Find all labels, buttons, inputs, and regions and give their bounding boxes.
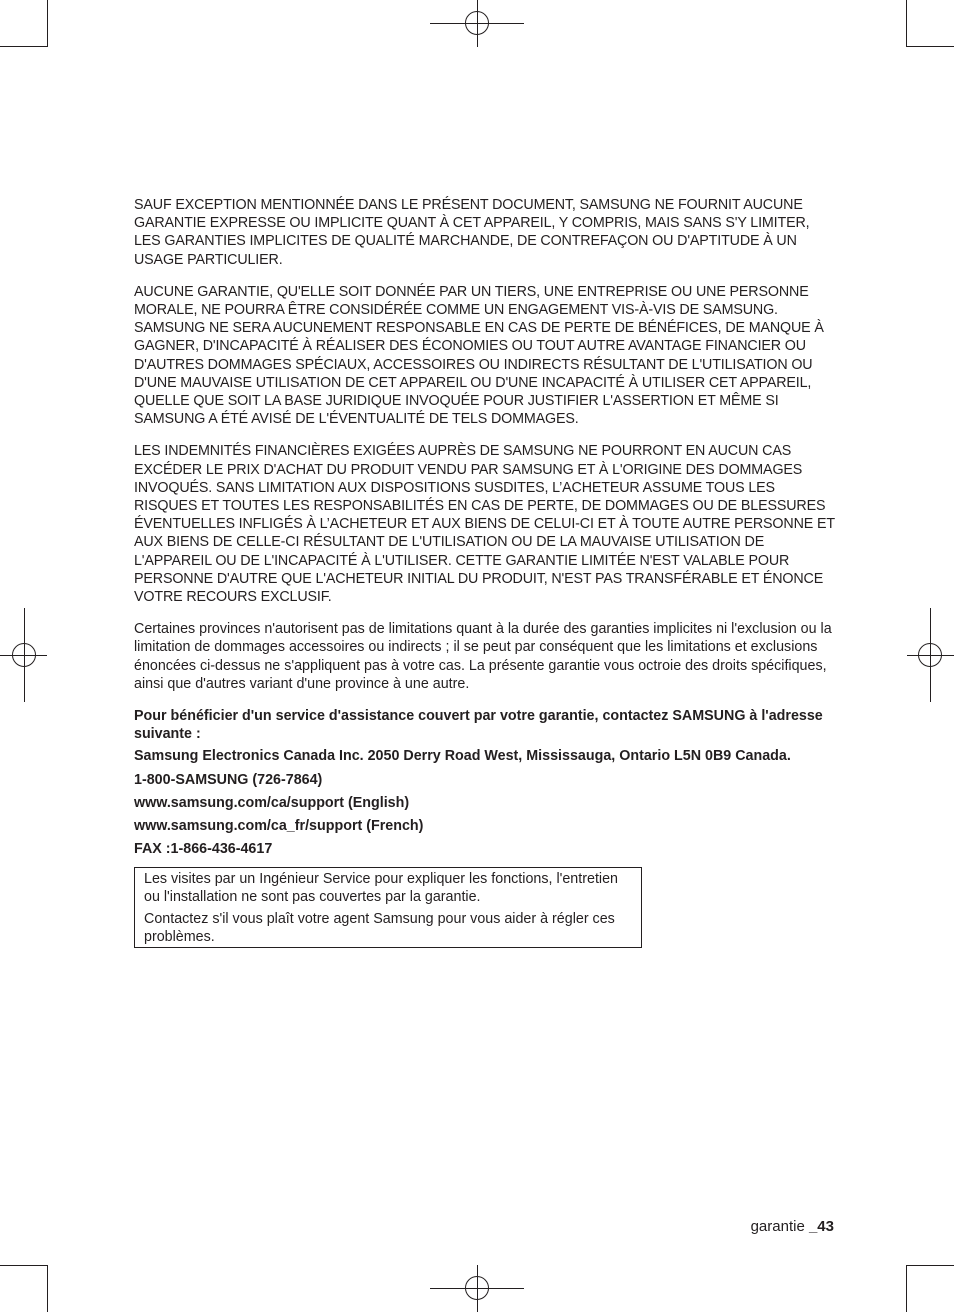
contact-web-english: www.samsung.com/ca/support (English) — [134, 794, 410, 811]
registration-mark-top-v — [477, 0, 478, 47]
warranty-paragraph: SAUF EXCEPTION MENTIONNÉE DANS LE PRÉSENT DOCUMENT, SAMSUNG NE FOURNIT AUCUNE GARANTIE EXPRESSE OU IMPLICITE QUANT À CET APPAREIL, Y COMPRIS, MAIS SANS S'Y LIMITER, LES GARANTIES IMPLICITES DE QUALITÉ MARCHANDE, DE CONTREFAÇON OU D'APTITUDE À UN USAGE PARTICULIER. — [134, 197, 810, 268]
warranty-paragraph: Certaines provinces n'autorisent pas de limitations quant à la durée des garanties implicites ni l'exclusion ou la limitation de dommages accessoires ou indirects ; il se peut par conséquent que les limitations et exclusions énoncées ci-dessus ne s'appliquent pas à votre cas. La présente garantie vous octroie des droits spécifiques, ainsi que d'autres variant d'une province à une autre. — [134, 621, 832, 692]
registration-mark-bottom-v — [477, 1265, 478, 1312]
warranty-paragraph: AUCUNE GARANTIE, QU'ELLE SOIT DONNÉE PAR UN TIERS, UNE ENTREPRISE OU UNE PERSONNE MORALE, NE POURRA ÊTRE CONSIDÉRÉE COMME UN ENGAGEMENT VIS-À-VIS DE SAMSUNG. SAMSUNG NE SERA AUCUNEMENT RESPONSABLE EN CAS DE PERTE DE BÉNÉFICES, DE MANQUE À GAGNER, D'INCAPACITÉ À RÉALISER DES ÉCONOMIES OU TOUT AUTRE AVANTAGE FINANCIER OU D'AUTRES DOMMAGES SPÉCIAUX, ACCESSOIRES OU INDIRECTS RÉSULTANT DE L'UTILISATION OU D'UNE MAUVAISE UTILISATION DE CET APPAREIL OU D'UNE INCAPACITÉ À UTILISER CET APPAREIL, QUELLE QUE SOIT LA BASE JURIDIQUE INVOQUÉE POUR JUSTIFIER L'ASSERTION ET MÊME SI SAMSUNG A ÉTÉ AVISÉ DE L'ÉVENTUALITÉ DE TELS DOMMAGES. — [134, 283, 824, 428]
contact-fax: FAX :1-866-436-4617 — [134, 841, 273, 858]
note-text: Les visites par un Ingénieur Service pour expliquer les fonctions, l'entretien ou l'installation ne sont pas couvertes par la garantie. — [144, 870, 618, 905]
contact-intro: Pour bénéficier d'un service d'assistance couvert par votre garantie, contactez SAMSUNG à l'adresse suivante : — [134, 708, 823, 743]
contact-address: Samsung Electronics Canada Inc. 2050 Derry Road West, Mississauga, Ontario L5N 0B9 Canada. — [134, 748, 791, 765]
crop-mark-bottom-right-h — [907, 1265, 954, 1266]
note-box — [134, 867, 642, 949]
registration-mark-left-v — [24, 608, 25, 702]
note-text: Contactez s'il vous plaît votre agent Samsung pour vous aider à régler ces problèmes. — [144, 910, 615, 946]
footer-section: garantie — [750, 1218, 805, 1235]
page-footer — [751, 1218, 834, 1235]
crop-mark-top-left-v — [47, 0, 48, 47]
warranty-paragraph: LES INDEMNITÉS FINANCIÈRES EXIGÉES AUPRÈS DE SAMSUNG NE POURRONT EN AUCUN CAS EXCÉDER LE PRIX D'ACHAT DU PRODUIT VENDU PAR SAMSUNG ET À L'ORIGINE DES DOMMAGES INVOQUÉS. SANS LIMITATION AUX DISPOSITIONS SUSDITES, L’ACHETEUR ASSUME TOUS LES RISQUES ET TOUTES LES RESPONSABILITÉS EN CAS DE PERTE, DE DOMMAGES OU DE BLESSURES ÉVENTUELLES INFLIGÉS À L’ACHETEUR ET AUX BIENS DE CELUI-CI ET À TOUTE AUTRE PERSONNE ET AUX BIENS DE CELLE-CI RÉSULTANT DE L'UTILISATION OU DE LA MAUVAISE UTILISATION DE L'APPAREIL OU DE L'INCAPACITÉ À L'UTILISER. CETTE GARANTIE LIMITÉE N'EST VALABLE POUR PERSONNE D'AUTRE QUE L'ACHETEUR INITIAL DU PRODUIT, N'EST PAS TRANSFÉRABLE ET ÉNONCE VOTRE RECOURS EXCLUSIF. — [134, 443, 835, 606]
contact-phone: 1-800-SAMSUNG (726-7864) — [134, 771, 323, 788]
page-number: _43 — [808, 1218, 834, 1235]
contact-web-french: www.samsung.com/ca_fr/support (French) — [134, 818, 424, 835]
crop-mark-top-left-h — [0, 46, 47, 47]
crop-mark-bottom-left-v — [47, 1265, 48, 1312]
crop-mark-bottom-left-h — [0, 1265, 47, 1266]
crop-mark-bottom-right-v — [906, 1265, 907, 1312]
registration-mark-right-v — [930, 608, 931, 702]
crop-mark-top-right-v — [906, 0, 907, 47]
crop-mark-top-right-h — [907, 46, 954, 47]
warranty-content — [134, 196, 836, 948]
